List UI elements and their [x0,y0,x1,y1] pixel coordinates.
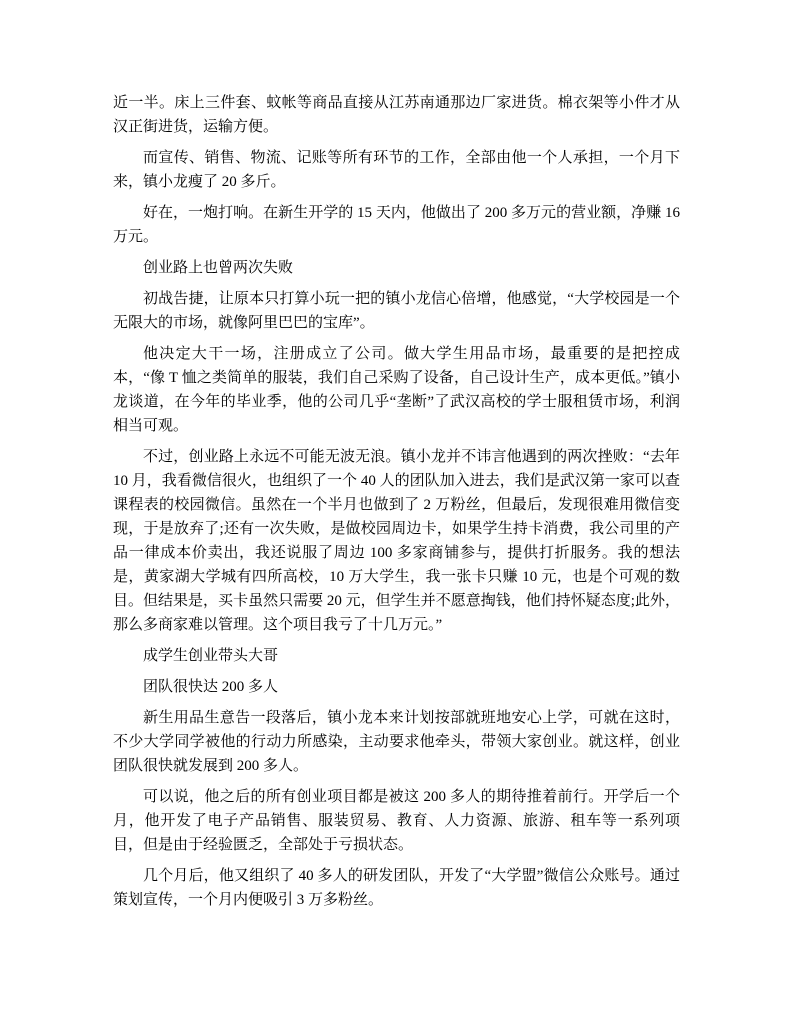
paragraph: 几个月后，他又组织了 40 多人的研发团队，开发了“大学盟”微信公众账号。通过策划宣传，一个月内便吸引 3 万多粉丝。 [113,868,680,908]
paragraph: 近一半。床上三件套、蚊帐等商品直接从江苏南通那边厂家进货。棉衣架等小件才从汉正街进货，运输方便。 [113,95,680,135]
section-heading: 团队很快达 200 多人 [143,679,279,695]
paragraph: 初战告捷，让原本只打算小玩一把的镇小龙信心倍增，他感觉，“大学校园是一个无限大的市场，就像阿里巴巴的宝库”。 [113,291,680,331]
paragraph: 好在，一炮打响。在新生开学的 15 天内，他做出了 200 多万元的营业额，净赚 16 万元。 [113,205,680,245]
section-heading: 创业路上也曾两次失败 [143,260,294,276]
paragraph: 他决定大干一场，注册成立了公司。做大学生用品市场，最重要的是把控成本，“像 T 恤之类简单的服装，我们自己采购了设备，自己设计生产，成本更低。”镇小龙谈道，在今年的毕业季，他的公司几乎“垄断”了武汉高校的学士服租赁市场，利润相当可观。 [113,346,680,434]
paragraph: 而宣传、销售、物流、记账等所有环节的工作，全部由他一个人承担，一个月下来，镇小龙瘦了 20 多斤。 [113,150,680,190]
paragraph: 不过，创业路上永远不可能无波无浪。镇小龙并不讳言他遇到的两次挫败：“去年 10 月，我看微信很火，也组织了一个 40 人的团队加入进去，我们是武汉第一家可以查课程表的校园微信。虽然在一个半月也做到了 2 万粉丝，但最后，发现很难用微信变现，于是放弃了;还有一次失败，是做校园周边卡，如果学生持卡消费，我公司里的产品一律成本价卖出，我还说服了周边 100 多家商铺参与，提供打折服务。我的想法是，黄家湖大学城有四所高校，10 万大学生，我一张卡只赚 10 元，也是个可观的数目。但结果是，买卡虽然只需要 20 元，但学生并不愿意掏钱，他们持怀疑态度;此外，那么多商家难以管理。这个项目我亏了十几万元。” [113,449,680,633]
section-heading: 成学生创业带头大哥 [143,648,279,664]
paragraph: 新生用品生意告一段落后，镇小龙本来计划按部就班地安心上学，可就在这时，不少大学同学被他的行动力所感染，主动要求他牵头，带领大家创业。就这样，创业团队很快就发展到 200 多人。 [113,710,680,774]
paragraph: 可以说，他之后的所有创业项目都是被这 200 多人的期待推着前行。开学后一个月，他开发了电子产品销售、服装贸易、教育、人力资源、旅游、租车等一系列项目，但是由于经验匮乏，全部处于亏损状态。 [113,789,680,853]
